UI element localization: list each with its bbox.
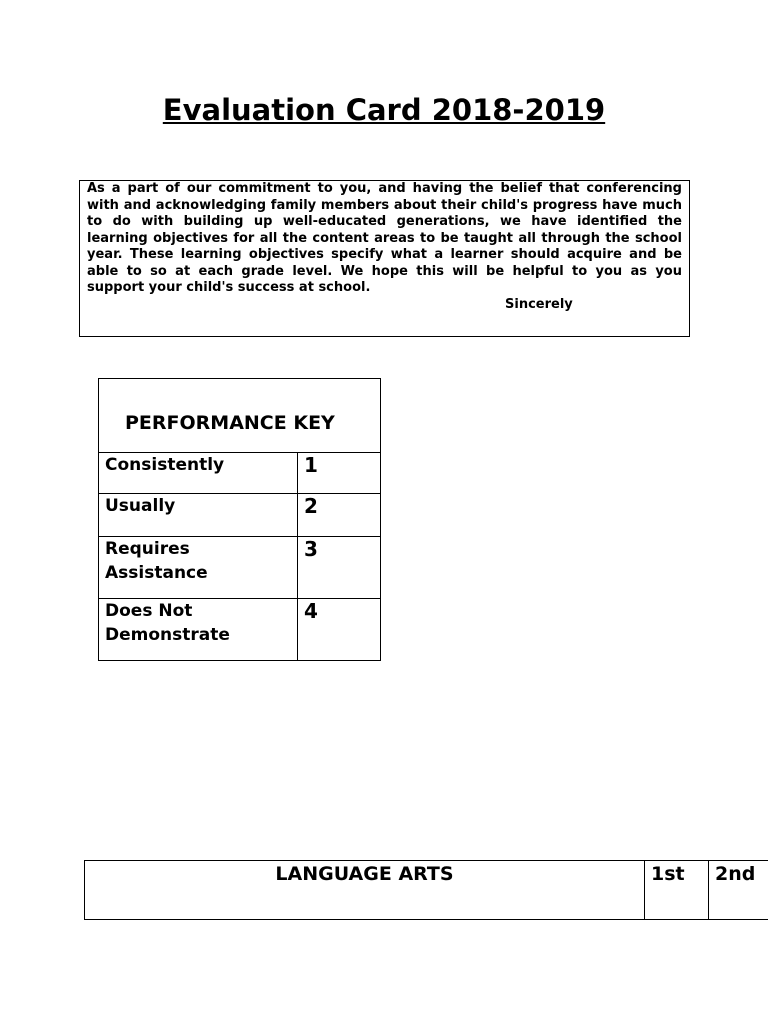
page-title: Evaluation Card 2018-2019 <box>162 93 606 127</box>
performance-key-label: Does Not Demonstrate <box>99 599 298 661</box>
table-row <box>99 599 381 661</box>
intro-letter-text: As a part of our commitment to you, and having the belief that conferencing with and acknowledging family members about their child's progress have much to do with building up well-educated generations, we have identified the learning objectives for all the content areas to be taught all through the school year. These learning objectives specify what a learner should acquire and be able to so at each grade level. We hope this will be helpful to you as you support your child's success at school. <box>87 181 682 295</box>
performance-key-value: 2 <box>298 494 381 537</box>
performance-key-value: 3 <box>298 537 381 599</box>
table-row <box>99 453 381 494</box>
table-row <box>85 861 768 920</box>
signoff-text: Sincerely <box>505 296 573 312</box>
intro-letter-box <box>79 180 690 337</box>
table-row <box>99 494 381 537</box>
performance-key-value: 1 <box>298 453 381 494</box>
performance-key-label: Requires Assistance <box>99 537 298 599</box>
table-row <box>99 537 381 599</box>
term-column-header: 1st <box>645 861 709 920</box>
performance-key-table <box>98 378 381 661</box>
performance-key-label: Consistently <box>99 453 298 494</box>
performance-key-label: Usually <box>99 494 298 537</box>
term-column-header: 2nd <box>709 861 768 920</box>
language-arts-table <box>84 860 768 920</box>
performance-key-value: 4 <box>298 599 381 661</box>
performance-key-header: PERFORMANCE KEY <box>99 379 381 453</box>
subject-heading: LANGUAGE ARTS <box>85 861 645 920</box>
